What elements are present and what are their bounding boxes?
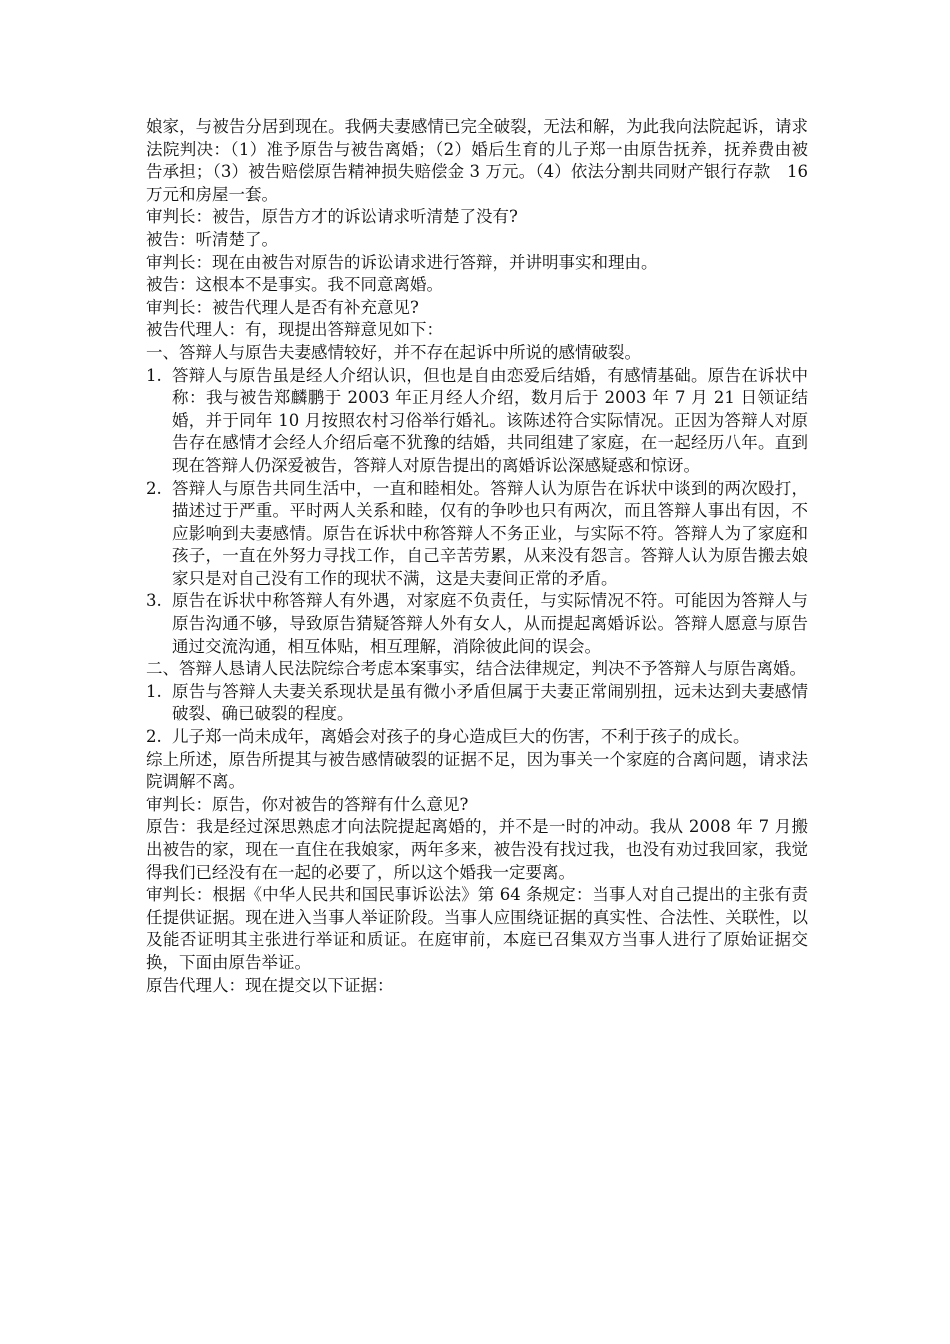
- list-number: 2.: [146, 478, 162, 498]
- list-item-text: 原告在诉状中称答辩人有外遇，对家庭不负责任，与实际情况不符。可能因为答辩人与原告沟通不够，导致原告猜疑答辩人外有女人，从而提起离婚诉讼。答辩人愿意与原告通过交流沟通，相互体贴，相互理解，消除彼此间的误会。: [172, 591, 808, 656]
- paragraph-plaintiff-agent: 原告代理人：现在提交以下证据：: [146, 975, 394, 995]
- list-item: [146, 726, 808, 749]
- list-number: 1.: [146, 681, 162, 701]
- list-item-text: 答辩人与原告虽是经人介绍认识，但也是自由恋爱后结婚，有感情基础。原告在诉状中称：我与被告郑麟鹏于 2003 年正月经人介绍，数月后于 2003 年 7 月 21 日领证结婚，并于同年 10 月按照农村习俗举行婚礼。该陈述符合实际情况。正因为答辩人对原告存在感情才会经人介绍后毫不犹豫的结婚，共同组建了家庭，在一起经历八年。直到现在答辩人仍深爱被告，答辩人对原告提出的离婚诉讼深感疑惑和惊讶。: [172, 365, 808, 475]
- paragraph-summary: 综上所述，原告所提其与被告感情破裂的证据不足，因为事关一个家庭的合离问题，请求法院调解不离。: [146, 749, 808, 792]
- paragraph-judge-instruction: 审判长：现在由被告对原告的诉讼请求进行答辩，并讲明事实和理由。: [146, 252, 658, 272]
- list-number: 2.: [146, 727, 162, 747]
- paragraph-plaintiff-response: 原告：我是经过深思熟虑才向法院提起离婚的，并不是一时的冲动。我从 2008 年 7 月搬出被告的家，现在一直住在我娘家，两年多来，被告没有找过我，也没有劝过我回家，我觉得我们已经没有在一起的必要了，所以这个婚我一定要离。: [146, 817, 808, 882]
- paragraph-judge-question: 审判长：被告，原告方才的诉讼请求听清楚了没有?: [146, 207, 518, 227]
- list-item-text: 原告与答辩人夫妻关系现状是虽有微小矛盾但属于夫妻正常闹别扭，远未达到夫妻感情破裂、确已破裂的程度。: [172, 681, 808, 724]
- paragraph-judge-ask-agent: 审判长：被告代理人是否有补充意见?: [146, 297, 419, 317]
- section-heading-one: 一、答辩人与原告夫妻感情较好，并不存在起诉中所说的感情破裂。: [146, 342, 641, 362]
- list-item: [146, 590, 808, 658]
- list-item-text: 儿子郑一尚未成年，离婚会对孩子的身心造成巨大的伤害，不利于孩子的成长。: [172, 727, 750, 747]
- section-heading-two: 二、答辩人恳请人民法院综合考虑本案事实，结合法律规定，判决不予答辩人与原告离婚。: [146, 659, 806, 679]
- paragraph-defendant-reply: 被告：听清楚了。: [146, 229, 278, 249]
- list-item: [146, 681, 808, 726]
- paragraph-plaintiff-claims: 娘家，与被告分居到现在。我俩夫妻感情已完全破裂，无法和解，为此我向法院起诉，请求法院判决：（1）准予原告与被告离婚；（2）婚后生育的儿子郑一由原告抚养，抚养费由被告承担；（3）被告赔偿原告精神损失赔偿金 3 万元。（4）依法分割共同财产银行存款 16 万元和房屋一套。: [146, 117, 808, 204]
- paragraph-judge-evidence: 审判长：根据《中华人民共和国民事诉讼法》第 64 条规定：当事人对自己提出的主张有责任提供证据。现在进入当事人举证阶段。当事人应围绕证据的真实性、合法性、关联性，以及能否证明其主张进行举证和质证。在庭审前，本庭已召集双方当事人进行了原始证据交换，下面由原告举证。: [146, 885, 808, 972]
- paragraph-agent-intro: 被告代理人：有，现提出答辩意见如下：: [146, 320, 443, 340]
- list-item: [146, 365, 808, 478]
- paragraph-judge-ask-plaintiff: 审判长：原告，你对被告的答辩有什么意见?: [146, 794, 469, 814]
- list-item-text: 答辩人与原告共同生活中，一直和睦相处。答辩人认为原告在诉状中谈到的两次殴打，描述过于严重。平时两人关系和睦，仅有的争吵也只有两次，而且答辩人事出有因，不应影响到夫妻感情。原告在诉状中称答辩人不务正业，与实际不符。答辩人为了家庭和孩子，一直在外努力寻找工作，自己辛苦劳累，从来没有怨言。答辩人认为原告搬去娘家只是对自己没有工作的现状不满，这是夫妻间正常的矛盾。: [172, 478, 808, 588]
- document-body: [146, 116, 808, 997]
- list-item: [146, 478, 808, 591]
- list-number: 1.: [146, 365, 162, 385]
- list-number: 3.: [146, 591, 162, 611]
- paragraph-defendant-statement: 被告：这根本不是事实。我不同意离婚。: [146, 275, 443, 295]
